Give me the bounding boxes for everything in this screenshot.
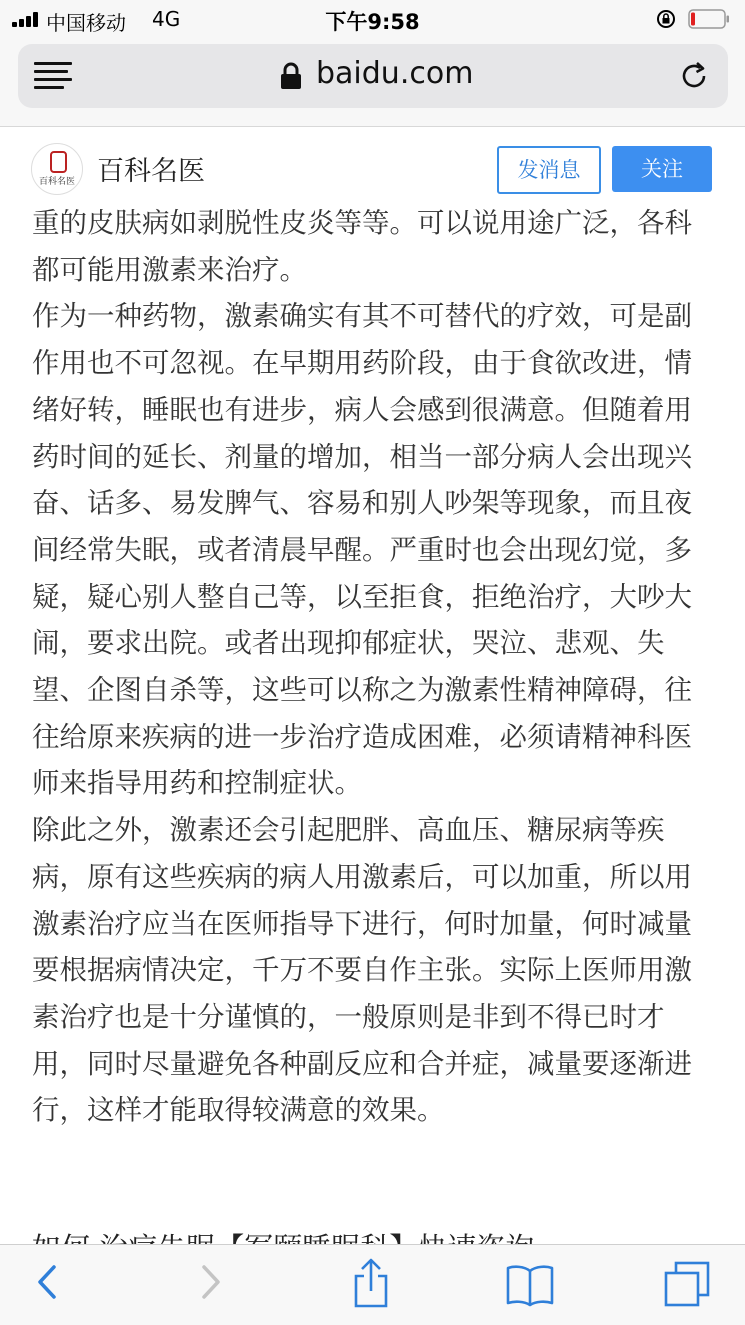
rotation-lock-icon: [656, 9, 676, 29]
browser-address-area: [0, 40, 745, 127]
article-paragraph: 作为一种药物，激素确实有其不可替代的疗效，可是副作用也不可忽视。在早期用药阶段，由于食欲改进，情绪好转，睡眠也有进步，病人会感到很满意。但随着用药时间的延长、剂量的增加，相当一部分病人会出现兴奋、话多、易发脾气、容易和别人吵架等现象，而且夜间经常失眠，或者清晨早醒。严重时也会出现幻觉，多疑，疑心别人整自己等，以至拒食，拒绝治疗，大吵大闹，要求出院。或者出现抑郁症状，哭泣、悲观、失望、企图自杀等，这些可以称之为激素性精神障碍，往往给原来疾病的进一步治疗造成困难，必须请精神科医师来指导用药和控制症状。: [32, 300, 692, 800]
browser-toolbar: [0, 1244, 745, 1325]
menu-icon[interactable]: [34, 62, 72, 90]
article-paragraph: 除此之外，激素还会引起肥胖、高血压、糖尿病等疾病，原有这些疾病的病人用激素后，可以加重，所以用激素治疗应当在医师指导下进行，何时加量，何时减量要根据病情决定，千万不要自作主张。实际上医师用激素治疗也是十分谨慎的，一般原则是非到不得已时才用，同时尽量避免各种副反应和合并症，减量要逐渐进行，这样才能取得较满意的效果。: [32, 814, 692, 1127]
send-message-button[interactable]: 发消息: [497, 146, 601, 194]
forward-icon[interactable]: [198, 1261, 224, 1305]
battery-icon: [688, 9, 730, 29]
site-name[interactable]: 百科名医: [97, 156, 205, 187]
tabs-icon[interactable]: [664, 1261, 710, 1307]
logo-text: 百科名医: [38, 177, 75, 187]
site-logo[interactable]: [31, 143, 83, 195]
url-text[interactable]: baidu.com: [316, 56, 474, 91]
follow-button[interactable]: 关注: [612, 146, 712, 192]
network-type: 4G: [152, 7, 181, 31]
site-header: [0, 127, 745, 208]
article-body: [32, 200, 712, 1134]
reload-icon[interactable]: [680, 61, 710, 91]
seal-icon: [50, 151, 67, 173]
article-paragraph: 重的皮肤病如剥脱性皮炎等等。可以说用途广泛，各科都可能用激素来治疗。: [32, 207, 692, 286]
status-time: 下午9:58: [325, 10, 420, 34]
padlock-icon: [280, 62, 302, 90]
signal-strength-icon: [12, 12, 42, 27]
address-bar[interactable]: [18, 44, 728, 108]
carrier-name: 中国移动: [46, 11, 126, 35]
share-icon[interactable]: [351, 1257, 391, 1309]
back-icon[interactable]: [34, 1261, 60, 1305]
bookmarks-icon[interactable]: [506, 1263, 554, 1307]
status-bar: [0, 0, 745, 40]
